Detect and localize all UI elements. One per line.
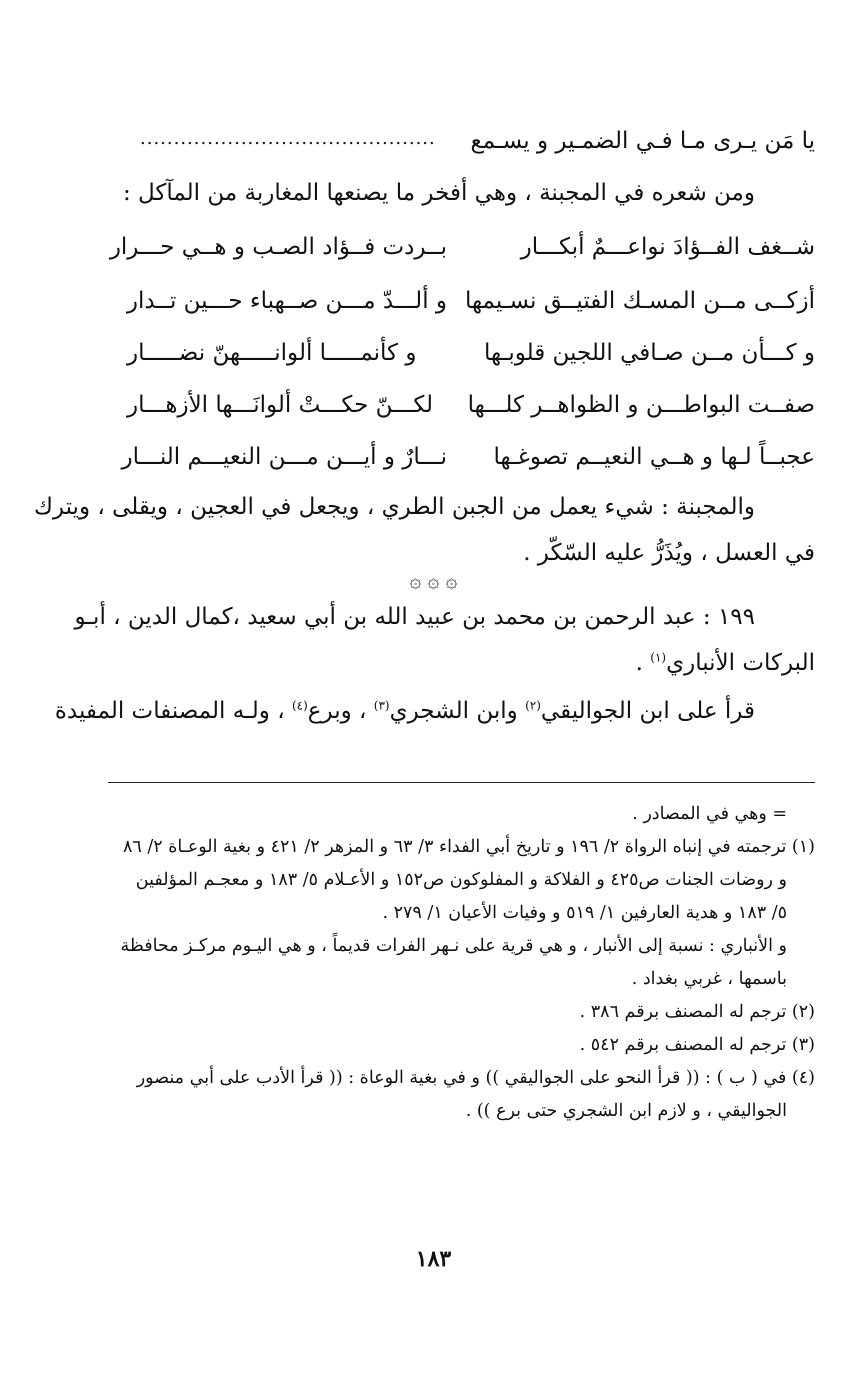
verse-5-left: نـــارٌ و أيـــن مـــن النعيـــم النـــار: [121, 444, 447, 470]
footnote-continuation: = وهي في المصادر .: [632, 804, 787, 824]
footnote-separator: [108, 782, 815, 783]
footnote-ref-2: (٢): [525, 698, 541, 713]
entry-name-end: .: [635, 650, 651, 676]
footnote-1-line-2: و روضات الجنات ص٤٢٥ و الفلاكة و المفلوكون ص١٥٢ و الأعـلام ٥/ ١٨٣ و معجـم المؤلفين: [135, 870, 787, 890]
entry-teachers-c: ، وبرع: [307, 698, 374, 724]
verse-4-left: لكـــنّ حكـــتْ ألوانَـــها الأزهـــار: [127, 392, 434, 418]
footnote-3: (٣) ترجم له المصنف برقم ٥٤٢ .: [579, 1035, 815, 1055]
intro-line: ومن شعره في المجبنة ، وهي أفخر ما يصنعها المغاربة من المآكل :: [122, 180, 755, 206]
verse-3-left: و كأنمـــــا ألوانـــــهنّ نضـــــار: [127, 340, 417, 366]
entry-teachers-d: ، ولـه المصنفات المفيدة: [54, 698, 292, 724]
entry-name-line: [636, 650, 815, 676]
footnote-1-line-4: و الأنباري : نسبة إلى الأنبار ، و هي قرية على نـهر الفرات قديماً ، و هي اليـوم مركـز محافظة: [120, 936, 787, 956]
footnote-2: (٢) ترجم له المصنف برقم ٣٨٦ .: [579, 1002, 815, 1022]
footnotes: [52, 798, 815, 1128]
verse-2-right: أزكــى مــن المسـك الفتيــق نسـيمها: [464, 288, 815, 314]
footnote-ref-1: (١): [650, 650, 667, 665]
entry-name-text: البركات الأنباري: [666, 650, 815, 676]
footnote-4-line-1: (٤) في ( ب ) : (( قرأ النحو على الجواليقي )) و في بغية الوعاة : (( قرأ الأدب على أبي منصور: [136, 1068, 815, 1088]
definition-line-2: في العسل ، ويُذَرُّ عليه السّكّر .: [523, 540, 815, 566]
verse-2-left: و ألـــدّ مـــن صــهباء حـــين تــدار: [126, 288, 447, 314]
footnote-1-line-3: ٥/ ١٨٣ و هدية العارفين ١/ ٥١٩ و وفيات الأعيان ١/ ٢٧٩ .: [382, 903, 787, 923]
entry-teachers-line: [55, 698, 755, 724]
entry-heading: ١٩٩ : عبد الرحمن بن محمد بن عبيد الله بن أبي سعيد ،كمال الدين ، أبـو: [74, 604, 755, 630]
verse-5-right: عجبــاً لـها و هــي النعيــم تصوغـها: [493, 444, 815, 470]
verse-ellipsis: ............................................: [140, 128, 436, 149]
entry-teachers-a: قرأ على ابن الجواليقي: [540, 698, 755, 724]
verse-opening-line: يا مَن يـرى مـا فـي الضمـير و يسـمع: [470, 128, 815, 154]
footnote-4-line-2: الجواليقي ، و لازم ابن الشجري حتى برع )) .: [465, 1101, 787, 1121]
verse-4-right: صفــت البواطـــن و الظواهــر كلـــها: [467, 392, 815, 418]
footnote-ref-4: (٤): [291, 698, 308, 713]
section-ornament: ۞ ۞ ۞: [409, 568, 458, 592]
definition-line-1: والمجبنة : شيء يعمل من الجبن الطري ، ويجعل في العجين ، ويقلى ، ويترك: [33, 494, 755, 520]
verse-3-right: و كـــأن مــن صـافي اللجين قلوبـها: [483, 340, 815, 366]
verse-1-right: شــغف الفــؤادَ نواعـــمٌ أبكـــار: [520, 234, 815, 260]
footnote-1-line-1: (١) ترجمته في إنباه الرواة ٢/ ١٩٦ و تاريخ أبي الفداء ٣/ ٦٣ و المزهر ٢/ ٤٢١ و بغية الوعـاة ٢/ ٨٦: [122, 837, 815, 857]
footnote-ref-3: (٣): [373, 698, 390, 713]
entry-teachers-b: وابن الشجري: [389, 698, 526, 724]
footnote-1-line-5: باسمها ، غربي بغداد .: [631, 969, 787, 989]
verse-1-left: بــردت فــؤاد الصـب و هــي حـــرار: [109, 234, 447, 260]
page-number: ١٨٣: [415, 1246, 452, 1272]
